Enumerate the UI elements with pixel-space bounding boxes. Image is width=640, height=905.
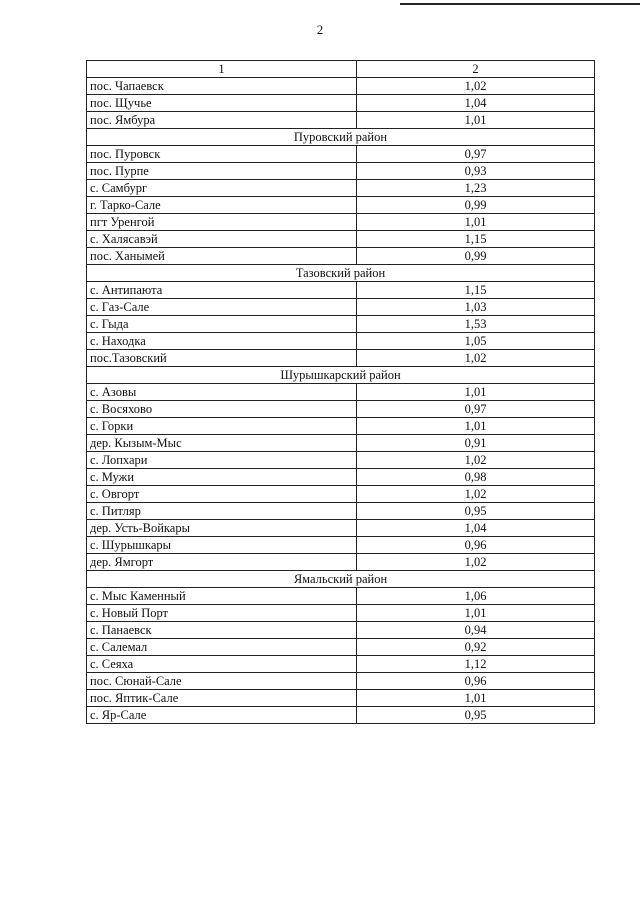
section-row — [87, 129, 595, 146]
table-header-row — [87, 61, 595, 78]
coefficient-value: 1,12 — [357, 656, 595, 673]
table-row — [87, 401, 595, 418]
table-row — [87, 333, 595, 350]
settlement-name: с. Горки — [87, 418, 357, 435]
table-row — [87, 554, 595, 571]
section-title: Пуровский район — [87, 129, 595, 146]
settlement-name: дер. Усть-Войкары — [87, 520, 357, 537]
page-number: 2 — [316, 22, 324, 37]
coefficient-value: 1,02 — [357, 554, 595, 571]
table-row — [87, 197, 595, 214]
table-row — [87, 350, 595, 367]
coefficient-value: 1,15 — [357, 231, 595, 248]
coefficient-value: 1,01 — [357, 418, 595, 435]
coefficient-value: 0,96 — [357, 537, 595, 554]
settlement-name: с. Лопхари — [87, 452, 357, 469]
settlement-name: с. Азовы — [87, 384, 357, 401]
coefficient-value: 0,92 — [357, 639, 595, 656]
coefficient-value: 0,91 — [357, 435, 595, 452]
settlement-name: с. Газ-Сале — [87, 299, 357, 316]
settlement-name: пос. Чапаевск — [87, 78, 357, 95]
coefficient-value: 0,99 — [357, 197, 595, 214]
settlement-name: с. Мужи — [87, 469, 357, 486]
coefficient-value: 0,97 — [357, 401, 595, 418]
settlement-name: пос. Сюнай-Сале — [87, 673, 357, 690]
settlement-name: пос. Ямбура — [87, 112, 357, 129]
section-title: Тазовский район — [87, 265, 595, 282]
table-row — [87, 520, 595, 537]
settlement-name: с. Салемал — [87, 639, 357, 656]
coefficients-table — [86, 60, 595, 724]
coefficient-value: 1,15 — [357, 282, 595, 299]
settlement-name: с. Питляр — [87, 503, 357, 520]
section-row — [87, 265, 595, 282]
coefficient-value: 0,94 — [357, 622, 595, 639]
coefficient-value: 1,04 — [357, 520, 595, 537]
table-row — [87, 656, 595, 673]
table-row — [87, 299, 595, 316]
section-title: Шурышкарский район — [87, 367, 595, 384]
settlement-name: пос.Тазовский — [87, 350, 357, 367]
settlement-name: с. Овгорт — [87, 486, 357, 503]
coefficient-value: 1,02 — [357, 452, 595, 469]
settlement-name: пос. Пурпе — [87, 163, 357, 180]
coefficient-value: 0,96 — [357, 673, 595, 690]
settlement-name: с. Антипаюта — [87, 282, 357, 299]
coefficient-value: 1,03 — [357, 299, 595, 316]
settlement-name: с. Новый Порт — [87, 605, 357, 622]
table-row — [87, 690, 595, 707]
table-row — [87, 622, 595, 639]
coefficient-value: 1,01 — [357, 214, 595, 231]
coefficient-value: 1,02 — [357, 78, 595, 95]
table-row — [87, 435, 595, 452]
section-row — [87, 367, 595, 384]
settlement-name: с. Панаевск — [87, 622, 357, 639]
table-row — [87, 639, 595, 656]
coefficient-value: 1,01 — [357, 690, 595, 707]
coefficient-value: 1,04 — [357, 95, 595, 112]
table-row — [87, 214, 595, 231]
coefficient-value: 1,01 — [357, 384, 595, 401]
table-body — [87, 78, 595, 724]
table-row — [87, 418, 595, 435]
section-row — [87, 571, 595, 588]
settlement-name: пос. Пуровск — [87, 146, 357, 163]
table-row — [87, 503, 595, 520]
table-row — [87, 95, 595, 112]
settlement-name: с. Самбург — [87, 180, 357, 197]
table-row — [87, 231, 595, 248]
coefficient-value: 0,97 — [357, 146, 595, 163]
table-row — [87, 316, 595, 333]
coefficient-value: 0,95 — [357, 503, 595, 520]
table-row — [87, 384, 595, 401]
table-row — [87, 605, 595, 622]
table-row — [87, 588, 595, 605]
table-row — [87, 673, 595, 690]
settlement-name: с. Шурышкары — [87, 537, 357, 554]
table-row — [87, 707, 595, 724]
table-row — [87, 146, 595, 163]
table-row — [87, 163, 595, 180]
settlement-name: с. Мыс Каменный — [87, 588, 357, 605]
table-row — [87, 248, 595, 265]
coefficient-value: 0,95 — [357, 707, 595, 724]
settlement-name: г. Тарко-Сале — [87, 197, 357, 214]
table-row — [87, 486, 595, 503]
coefficient-value: 0,99 — [357, 248, 595, 265]
table-row — [87, 180, 595, 197]
coefficient-value: 1,06 — [357, 588, 595, 605]
settlement-name: дер. Кызым-Мыс — [87, 435, 357, 452]
settlement-name: пос. Щучье — [87, 95, 357, 112]
coefficient-value: 1,53 — [357, 316, 595, 333]
coefficient-value: 1,02 — [357, 350, 595, 367]
settlement-name: пос. Яптик-Сале — [87, 690, 357, 707]
table-row — [87, 78, 595, 95]
settlement-name: пос. Ханымей — [87, 248, 357, 265]
coefficient-value: 1,02 — [357, 486, 595, 503]
coefficient-value: 0,93 — [357, 163, 595, 180]
settlement-name: с. Находка — [87, 333, 357, 350]
settlement-name: с. Яр-Сале — [87, 707, 357, 724]
settlement-name: с. Гыда — [87, 316, 357, 333]
table-row — [87, 282, 595, 299]
table-row — [87, 469, 595, 486]
settlement-name: дер. Ямгорт — [87, 554, 357, 571]
coefficient-value: 1,01 — [357, 112, 595, 129]
table-row — [87, 452, 595, 469]
coefficient-value: 0,98 — [357, 469, 595, 486]
settlement-name: с. Халясавэй — [87, 231, 357, 248]
settlement-name: с. Восяхово — [87, 401, 357, 418]
coefficient-value: 1,05 — [357, 333, 595, 350]
column-header-2: 2 — [357, 61, 595, 78]
top-rule — [400, 3, 640, 5]
settlement-name: с. Сеяха — [87, 656, 357, 673]
column-header-1: 1 — [87, 61, 357, 78]
table-row — [87, 112, 595, 129]
table-row — [87, 537, 595, 554]
section-title: Ямальский район — [87, 571, 595, 588]
settlement-name: пгт Уренгой — [87, 214, 357, 231]
coefficient-value: 1,23 — [357, 180, 595, 197]
coefficient-value: 1,01 — [357, 605, 595, 622]
